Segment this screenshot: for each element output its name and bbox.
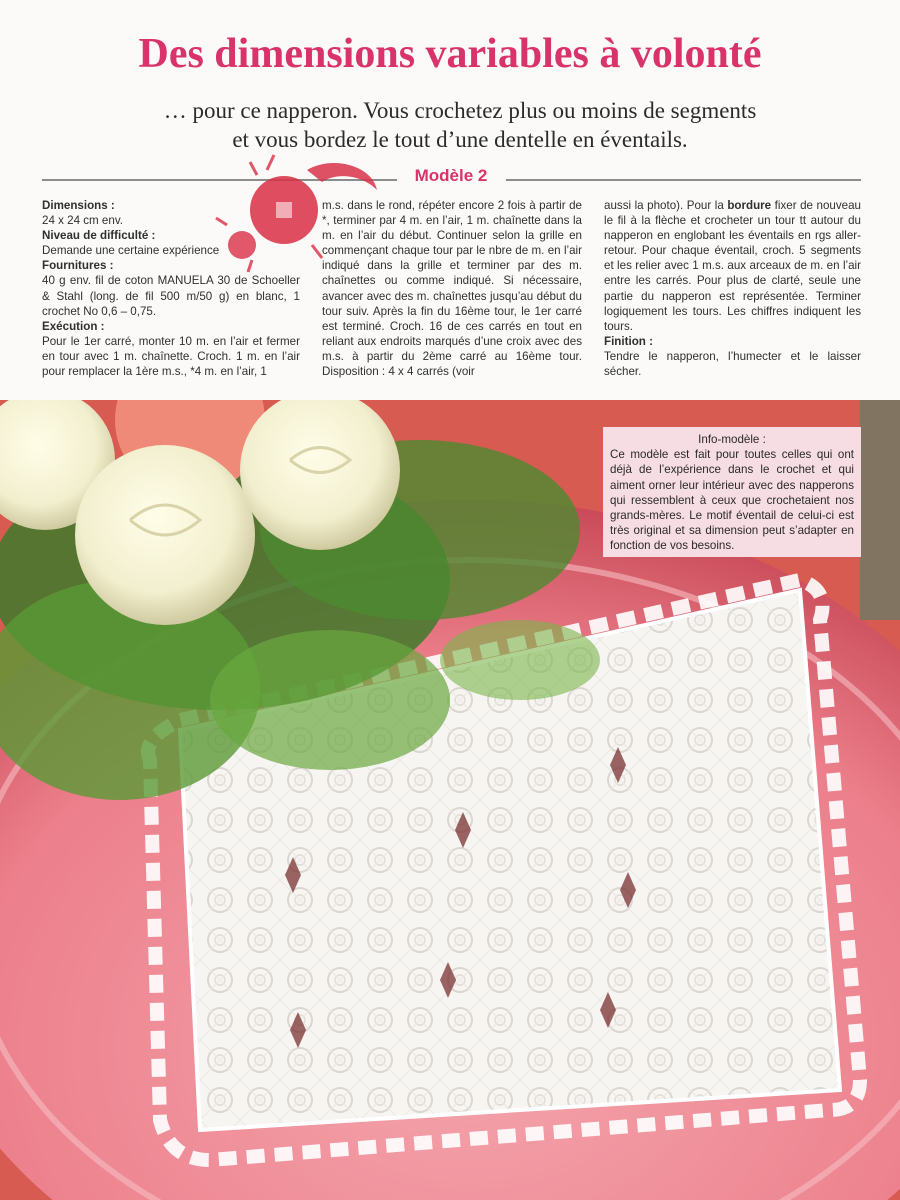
- border-text: [604, 198, 861, 334]
- execution-text: Pour le 1er carré, monter 10 m. en l’air et fermer en tour avec 1 m. chaînette. Croch. 1 m. en l’air pour remplacer la 1ère m.s., *4 m. en l’air, 1: [42, 334, 300, 379]
- supplies-heading: Fournitures :: [42, 259, 114, 273]
- info-box: [603, 427, 861, 557]
- text-column-3: [604, 198, 861, 379]
- dimensions-text: 24 x 24 cm env.: [42, 214, 123, 228]
- supplies-text: 40 g env. fil de coton MANUELA 30 de Schoeller & Stahl (long. de fil 500 m/50 g) en blanc, 1 crochet No 0,6 – 0,75.: [42, 274, 300, 318]
- border-keyword: bordure: [727, 199, 772, 212]
- model-label: Modèle 2: [414, 166, 488, 185]
- difficulty-text: Demande une certaine expérience: [42, 244, 220, 258]
- finish-text: Tendre le napperon, l’humecter et le laisser sécher.: [604, 349, 861, 379]
- dimensions-heading: Dimensions :: [42, 199, 115, 212]
- execution-heading: Exécution :: [42, 319, 105, 333]
- border-text-end: fixer de nouveau le fil à la flèche et crocheter un tour tt autour du napperon en englobant les éventails en rgs aller-retour. Pour chaque éventail, croch. 5 segments et les relier avec 1 m.s. aux arceaux de m. en l’air entre les carrés. Pour plus de clarté, seule une partie du napperon est représentée. Terminer logiquement les tours. Les chiffres indiquent les tours.: [604, 199, 861, 333]
- section-rule-right: [506, 179, 861, 181]
- info-text: Ce modèle est fait pour toutes celles qui ont déjà de l’expérience dans le crochet et qui aiment orner leur intérieur avec des napperons qui ressemblent à ceux que crochetaient nos grands-mères. Le motif éventail de celui-ci est très original et sa dimension peut s’adapter en fonction de vos besoins.: [610, 448, 854, 553]
- text-column-2: [322, 198, 582, 379]
- page-subtitle: [60, 96, 860, 154]
- subtitle-line-1: … pour ce napperon. Vous crochetez plus ou moins de segments: [163, 98, 757, 123]
- finish-heading: Finition :: [604, 334, 653, 348]
- instructions-text: m.s. dans le rond, répéter encore 2 fois à partir de *, terminer par 4 m. en l’air, 1 m. chaînette dans la m. en l’air du début. Continuer selon la grille en commençant chaque tour par le nbre de m. en l’air indiqué dans la grille et terminer par des m. chaînettes ou comme indiqué. Si nécessaire, avancer avec des m. chaînettes jusqu’au début du tour suiv. Après la fin du 16ème tour, le 1er carré est terminé. Croch. 16 de ces carrés en tout en reliant aux endroits marqués d’une croix avec des m.s. à partir du 2ème carré au 16ème tour. Disposition : 4 x 4 carrés (voir: [322, 199, 582, 379]
- page-title: Des dimensions variables à volonté: [138, 31, 762, 77]
- subtitle-line-2: et vous bordez le tout d’une dentelle en éventails.: [232, 127, 688, 152]
- difficulty-heading: Niveau de difficulté :: [42, 229, 156, 243]
- border-text-start: aussi la photo). Pour la: [604, 199, 724, 212]
- info-heading: Info-modèle :: [698, 433, 766, 446]
- text-column-1: [42, 198, 300, 379]
